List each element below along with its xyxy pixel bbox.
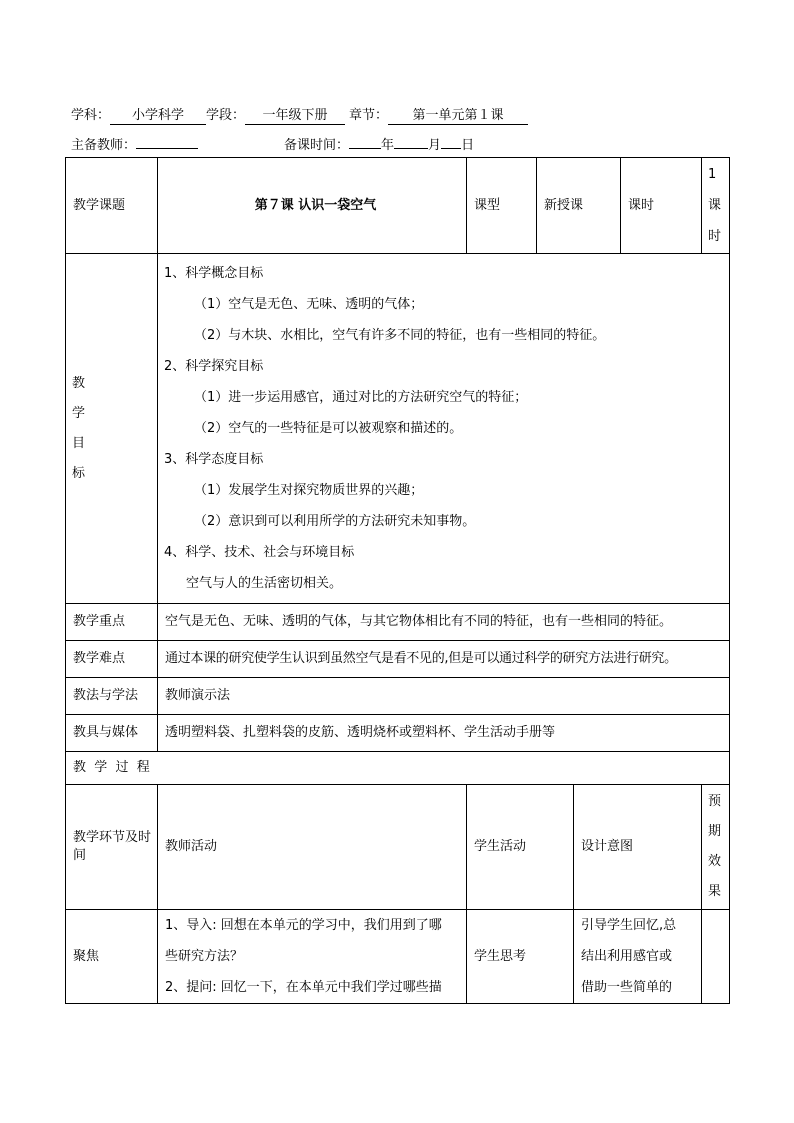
- method-row: [66, 678, 730, 715]
- goal-item: （2）空气的一些特征是可以被观察和描述的。: [194, 421, 463, 436]
- design-intent-cell: 引导学生回忆,总 结出利用感官或 借助一些简单的: [574, 910, 702, 1004]
- goals-label: 教 学 目 标: [66, 254, 158, 604]
- method-value: 教师演示法: [158, 678, 730, 715]
- design-intent-header: 设计意图: [574, 785, 702, 910]
- student-activity-cell: 学生思考: [467, 910, 574, 1004]
- year-blank: [349, 148, 381, 149]
- difficulty-value: 通过本课的研究使学生认识到虽然空气是看不见的,但是可以通过科学的研究方法进行研究。: [158, 641, 730, 678]
- tools-value: 透明塑料袋、扎塑料袋的皮筋、透明烧杯或塑料杯、学生活动手册等: [158, 715, 730, 752]
- stage-time-header: 教学环节及时间: [66, 785, 158, 910]
- chapter-label: 章节：: [349, 108, 389, 123]
- goal-heading-4: 4、科学、技术、社会与环境目标: [164, 545, 355, 560]
- goal-item: 空气与人的生活密切相关。: [186, 576, 343, 591]
- month-blank: [394, 148, 428, 149]
- goal-item: （2）与木块、水相比，空气有许多不同的特征，也有一些相同的特征。: [194, 328, 606, 343]
- chapter-value: 第一单元第１课: [388, 108, 528, 125]
- stage-cell: 聚焦: [66, 910, 158, 1004]
- teacher-value: [136, 148, 198, 149]
- expected-effect-header: 预 期 效 果: [702, 785, 730, 910]
- hours-label: 课时: [621, 158, 702, 254]
- type-label: 课型: [467, 158, 537, 254]
- subject-label: 学科：: [71, 108, 111, 123]
- goals-content: [158, 254, 730, 604]
- subject-value: 小学科学: [110, 108, 206, 125]
- day-label: 日: [461, 138, 475, 153]
- date-label: 备课时间：: [284, 138, 350, 153]
- tools-label: 教具与媒体: [66, 715, 158, 752]
- topic-label: 教学课题: [66, 158, 158, 254]
- difficulty-row: [66, 641, 730, 678]
- teacher-activity-header: 教师活动: [158, 785, 467, 910]
- method-label: 教法与学法: [66, 678, 158, 715]
- process-label: 教 学 过 程: [66, 752, 730, 785]
- goal-item: （1）空气是无色、无味、透明的气体；: [194, 297, 424, 312]
- hours-value: 1 课 时: [702, 158, 730, 254]
- stage-value: 一年级下册: [245, 108, 345, 125]
- goal-heading-2: 2、科学探究目标: [164, 359, 264, 374]
- teacher-activity-cell: 1、导入: 回想在本单元的学习中，我们用到了哪 些研究方法？ 2、提问: 回忆一下，在本单元中我们学过哪些描: [158, 910, 467, 1004]
- key-point-row: [66, 604, 730, 641]
- key-point-label: 教学重点: [66, 604, 158, 641]
- process-header-row: [66, 785, 730, 910]
- goal-item: （2）意识到可以利用所学的方法研究未知事物。: [194, 514, 476, 529]
- type-value: 新授课: [537, 158, 621, 254]
- tools-row: [66, 715, 730, 752]
- student-activity-header: 学生活动: [467, 785, 574, 910]
- expected-effect-cell: [702, 910, 730, 1004]
- lesson-plan-table: [65, 157, 730, 1004]
- goal-item: （1）发展学生对探究物质世界的兴趣；: [194, 483, 424, 498]
- teacher-label: 主备教师：: [71, 138, 137, 153]
- goal-item: （1）进一步运用感官，通过对比的方法研究空气的特征；: [194, 390, 528, 405]
- process-label-row: [66, 752, 730, 785]
- goal-heading-3: 3、科学态度目标: [164, 452, 264, 467]
- year-label: 年: [381, 138, 395, 153]
- goal-heading-1: 1、科学概念目标: [164, 266, 264, 281]
- process-row-focus: [66, 910, 730, 1004]
- day-blank: [441, 148, 461, 149]
- goals-row: [66, 254, 730, 604]
- header-line-2: [71, 134, 474, 153]
- month-label: 月: [428, 138, 442, 153]
- topic-row: [66, 158, 730, 254]
- stage-label: 学段：: [206, 108, 246, 123]
- lesson-title: 第７课 认识一袋空气: [158, 158, 467, 254]
- difficulty-label: 教学难点: [66, 641, 158, 678]
- header-line-1: [71, 104, 528, 125]
- key-point-value: 空气是无色、无味、透明的气体，与其它物体相比有不同的特征，也有一些相同的特征。: [158, 604, 730, 641]
